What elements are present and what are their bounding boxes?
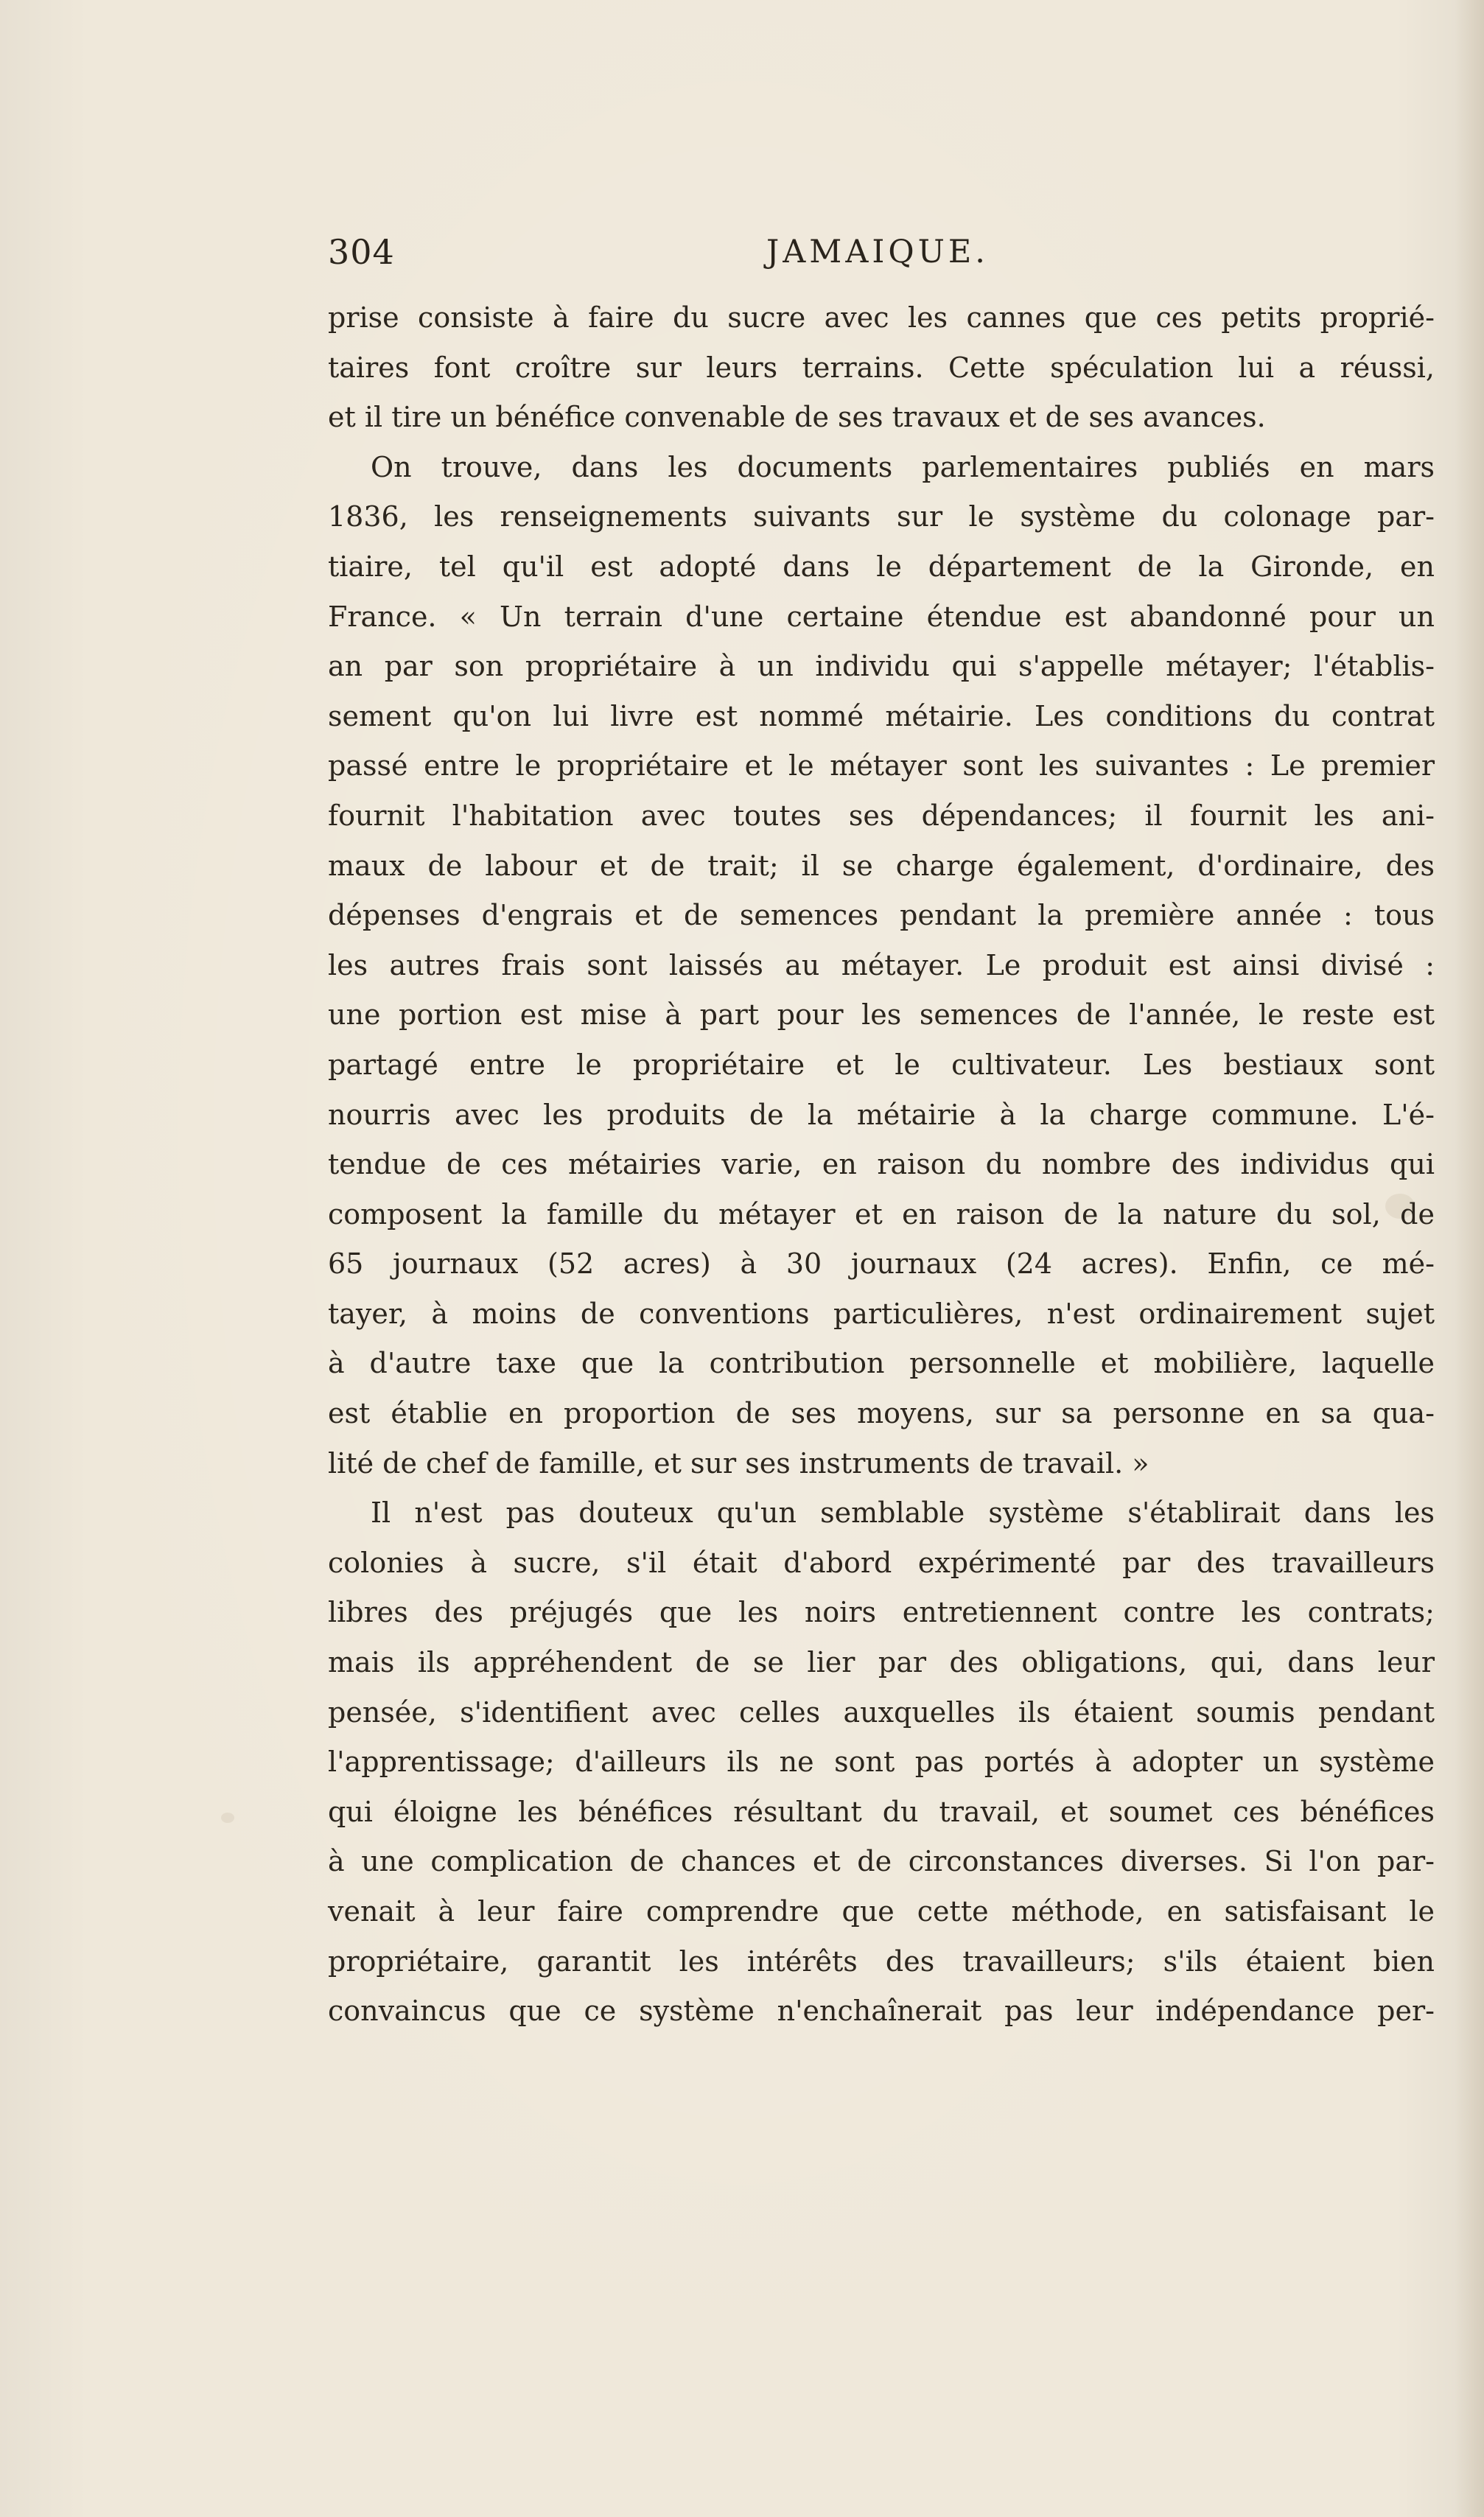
text-line: propriétaire, garantit les intérêts des travailleurs; s'ils étaient bien [328,1944,1435,1978]
text-line: tayer, à moins de conventions particulières, n'est ordinairement sujet [328,1297,1435,1330]
text-line: 1836, les renseignements suivants sur le système du colonage par- [328,500,1435,533]
text-line: tiaire, tel qu'il est adopté dans le département de la Gironde, en [328,550,1435,583]
text-line: 65 journaux (52 acres) à 30 journaux (24 acres). Enfin, ce mé- [328,1247,1435,1281]
text-line: pensée, s'identifient avec celles auxquelles ils étaient soumis pendant [328,1695,1435,1729]
page-number: 304 [328,232,395,272]
text-line: an par son propriétaire à un individu qui s'appelle métayer; l'établis- [328,650,1435,683]
text-line: passé entre le propriétaire et le métayer sont les suivantes : Le premier [328,749,1435,783]
text-line: France. « Un terrain d'une certaine étendue est abandonné pour un [328,600,1435,633]
text-line: une portion est mise à part pour les semences de l'année, le reste est [328,998,1435,1032]
text-line: colonies à sucre, s'il était d'abord expérimenté par des travailleurs [328,1546,1435,1579]
text-line: venait à leur faire comprendre que cette méthode, en satisfaisant le [328,1895,1435,1928]
text-line: l'apprentissage; d'ailleurs ils ne sont pas portés à adopter un système [328,1746,1435,1779]
text-line: qui éloigne les bénéfices résultant du travail, et soumet ces bénéfices [328,1795,1435,1828]
text-line: libres des préjugés que les noirs entretiennent contre les contrats; [328,1596,1435,1629]
text-line: les autres frais sont laissés au métayer. Le produit est ainsi divisé : [328,948,1435,981]
text-line: mais ils appréhendent de se lier par des obligations, qui, dans leur [328,1646,1435,1679]
body-text [328,293,1435,2037]
text-line: fournit l'habitation avec toutes ses dépendances; il fournit les ani- [328,799,1435,832]
page-header [328,232,1433,276]
text-line: à d'autre taxe que la contribution personnelle et mobilière, laquelle [328,1347,1435,1380]
text-line: maux de labour et de trait; il se charge également, d'ordinaire, des [328,849,1435,882]
text-line: lité de chef de famille, et sur ses instruments de travail. » [328,1446,1149,1480]
paper-stain [221,1813,234,1823]
text-line: dépenses d'engrais et de semences pendant la première année : tous [328,899,1435,932]
text-line: sement qu'on lui livre est nommé métairie. Les conditions du contrat [328,699,1435,732]
text-line: nourris avec les produits de la métairie à la charge commune. L'é- [328,1098,1435,1131]
text-line: et il tire un bénéfice convenable de ses travaux et de ses avances. [328,401,1266,434]
text-line: convaincus que ce système n'enchaînerait pas leur indépendance per- [328,1995,1435,2028]
text-line: à une complication de chances et de circonstances diverses. Si l'on par- [328,1845,1435,1878]
text-line: partagé entre le propriétaire et le cultivateur. Les bestiaux sont [328,1048,1435,1081]
text-line: composent la famille du métayer et en raison de la nature du sol, de [328,1197,1435,1231]
text-line: prise consiste à faire du sucre avec les cannes que ces petits proprié- [328,301,1435,334]
text-line: On trouve, dans les documents parlementaires publiés en mars [371,450,1435,483]
text-line: Il n'est pas douteux qu'un semblable système s'établirait dans les [371,1496,1435,1530]
text-line: est établie en proportion de ses moyens, sur sa personne en sa qua- [328,1397,1435,1430]
running-title: JAMAIQUE. [766,234,989,270]
text-line: taires font croître sur leurs terrains. Cette spéculation lui a réussi, [328,351,1435,384]
text-line: tendue de ces métairies varie, en raison du nombre des individus qui [328,1148,1435,1181]
page-edge-shadow [1455,0,1484,2517]
